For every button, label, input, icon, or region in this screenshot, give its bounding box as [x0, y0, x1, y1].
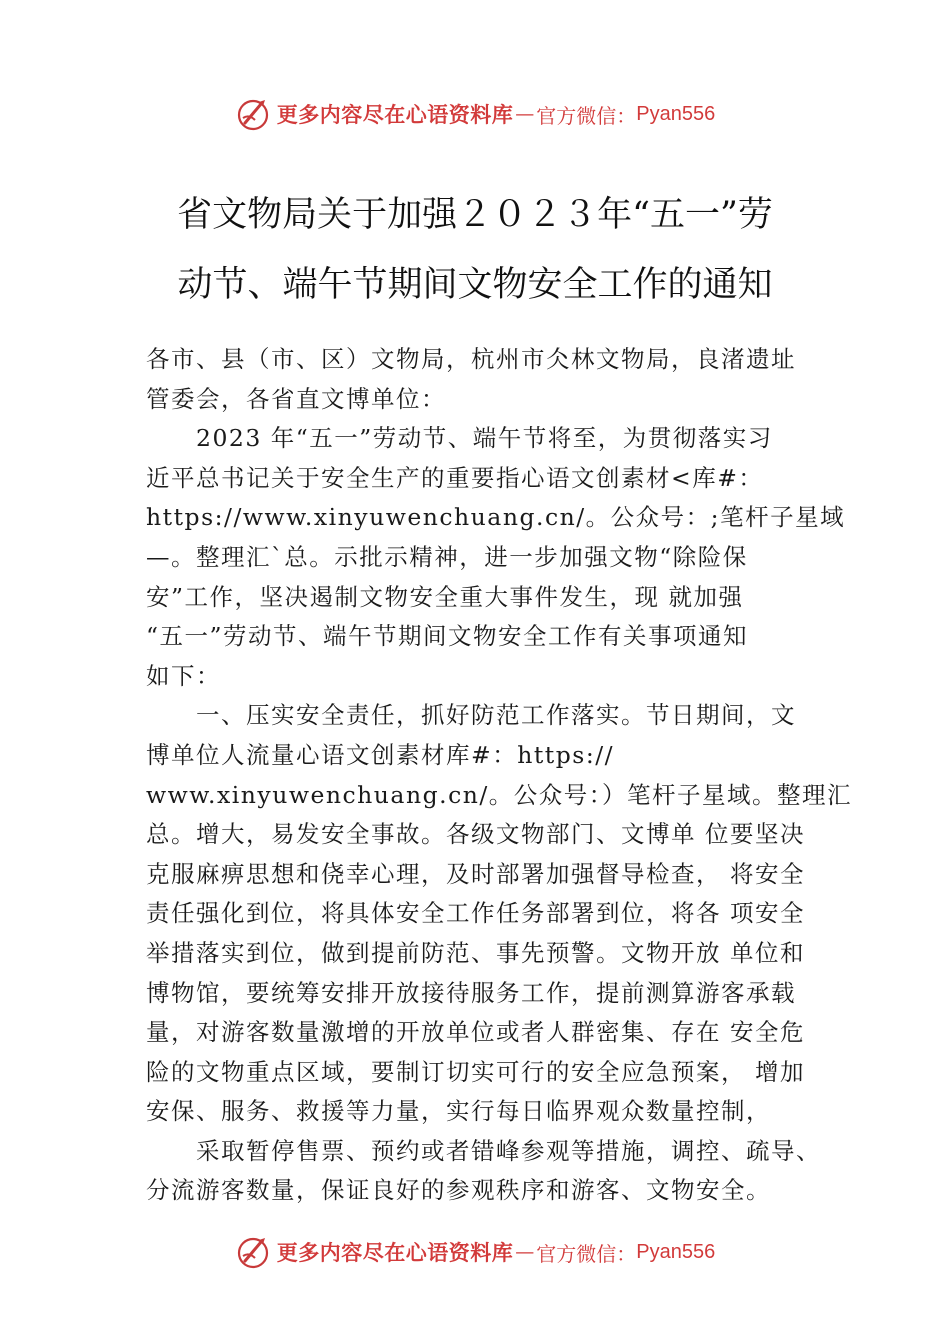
brush-logo-icon	[235, 96, 271, 132]
body-line: 博物馆，要统筹安排开放接待服务工作，提前测算游客承载	[146, 978, 796, 1007]
body-line: 采取暂停售票、预约或者错峰参观等措施，调控、疏导、	[196, 1136, 821, 1165]
body-line: 近平总书记关于安全生产的重要指心语文创素材<库#：	[146, 463, 764, 492]
title-line-2: 动节、端午节期间文物安全工作的通知	[177, 265, 773, 305]
banner-wechat-label: 官方微信：	[536, 1241, 637, 1266]
banner-title: 更多内容尽在心语资料库	[276, 102, 514, 127]
title-line-1: 省文物局关于加强２０２３年“五一”劳	[177, 195, 773, 235]
footer-watermark-banner	[0, 1232, 950, 1272]
body-line: 总。增大，易发安全事故。各级文物部门、文博单 位要坚决	[146, 820, 805, 849]
body-line: 险的文物重点区域，要制订切实可行的安全应急预案， 增加	[146, 1057, 805, 1086]
body-line: —。整理汇`总。示批示精神，进一步加强文物“除险保	[146, 542, 748, 571]
body-line: 如下：	[146, 661, 221, 690]
brush-logo-icon	[235, 1234, 271, 1270]
body-line: 量，对游客数量激增的开放单位或者人群密集、存在 安全危	[146, 1018, 805, 1047]
body-line: 克服麻痹思想和侥幸心理，及时部署加强督导检查， 将安全	[146, 859, 805, 888]
body-line: www.xinyuwenchuang.cn/。公众号：）笔杆子星域。整理汇	[146, 780, 853, 809]
banner-title: 更多内容尽在心语资料库	[276, 1240, 514, 1265]
body-line: 举措落实到位，做到提前防范、事先预警。文物开放 单位和	[146, 938, 805, 967]
banner-wechat-label: 官方微信：	[536, 103, 637, 128]
document-title	[100, 180, 850, 320]
document-body	[146, 340, 853, 1211]
body-line: https://www.xinyuwenchuang.cn/。公众号：;笔杆子星域	[146, 503, 846, 532]
body-line: 责任强化到位，将具体安全工作任务部署到位，将各 项安全	[146, 899, 805, 928]
body-line: 管委会，各省直文博单位：	[146, 384, 446, 413]
body-line: 2023 年“五一”劳动节、端午节将至，为贯彻落实习	[196, 424, 773, 453]
body-line: 安保、服务、救援等力量，实行每日临界观众数量控制，	[146, 1097, 771, 1126]
body-line: 分流游客数量，保证良好的参观秩序和游客、文物安全。	[146, 1176, 771, 1205]
banner-wechat-id: Pyan556	[636, 1240, 716, 1263]
body-line: 博单位人流量心语文创素材库#：https://	[146, 740, 615, 769]
body-line: 安”工作，坚决遏制文物安全重大事件发生，现 就加强	[146, 582, 744, 611]
banner-wechat-id: Pyan556	[636, 102, 716, 125]
body-line: 一、压实安全责任，抓好防范工作落实。节日期间，文	[196, 701, 796, 730]
body-line: 各市、县（市、区）文物局，杭州市仌林文物局，良渚遗址	[146, 345, 796, 373]
banner-separator: —	[515, 1241, 535, 1263]
body-line: “五一”劳动节、端午节期间文物安全工作有关事项通知	[146, 622, 749, 651]
banner-separator: —	[515, 103, 535, 125]
header-watermark-banner	[0, 94, 950, 134]
